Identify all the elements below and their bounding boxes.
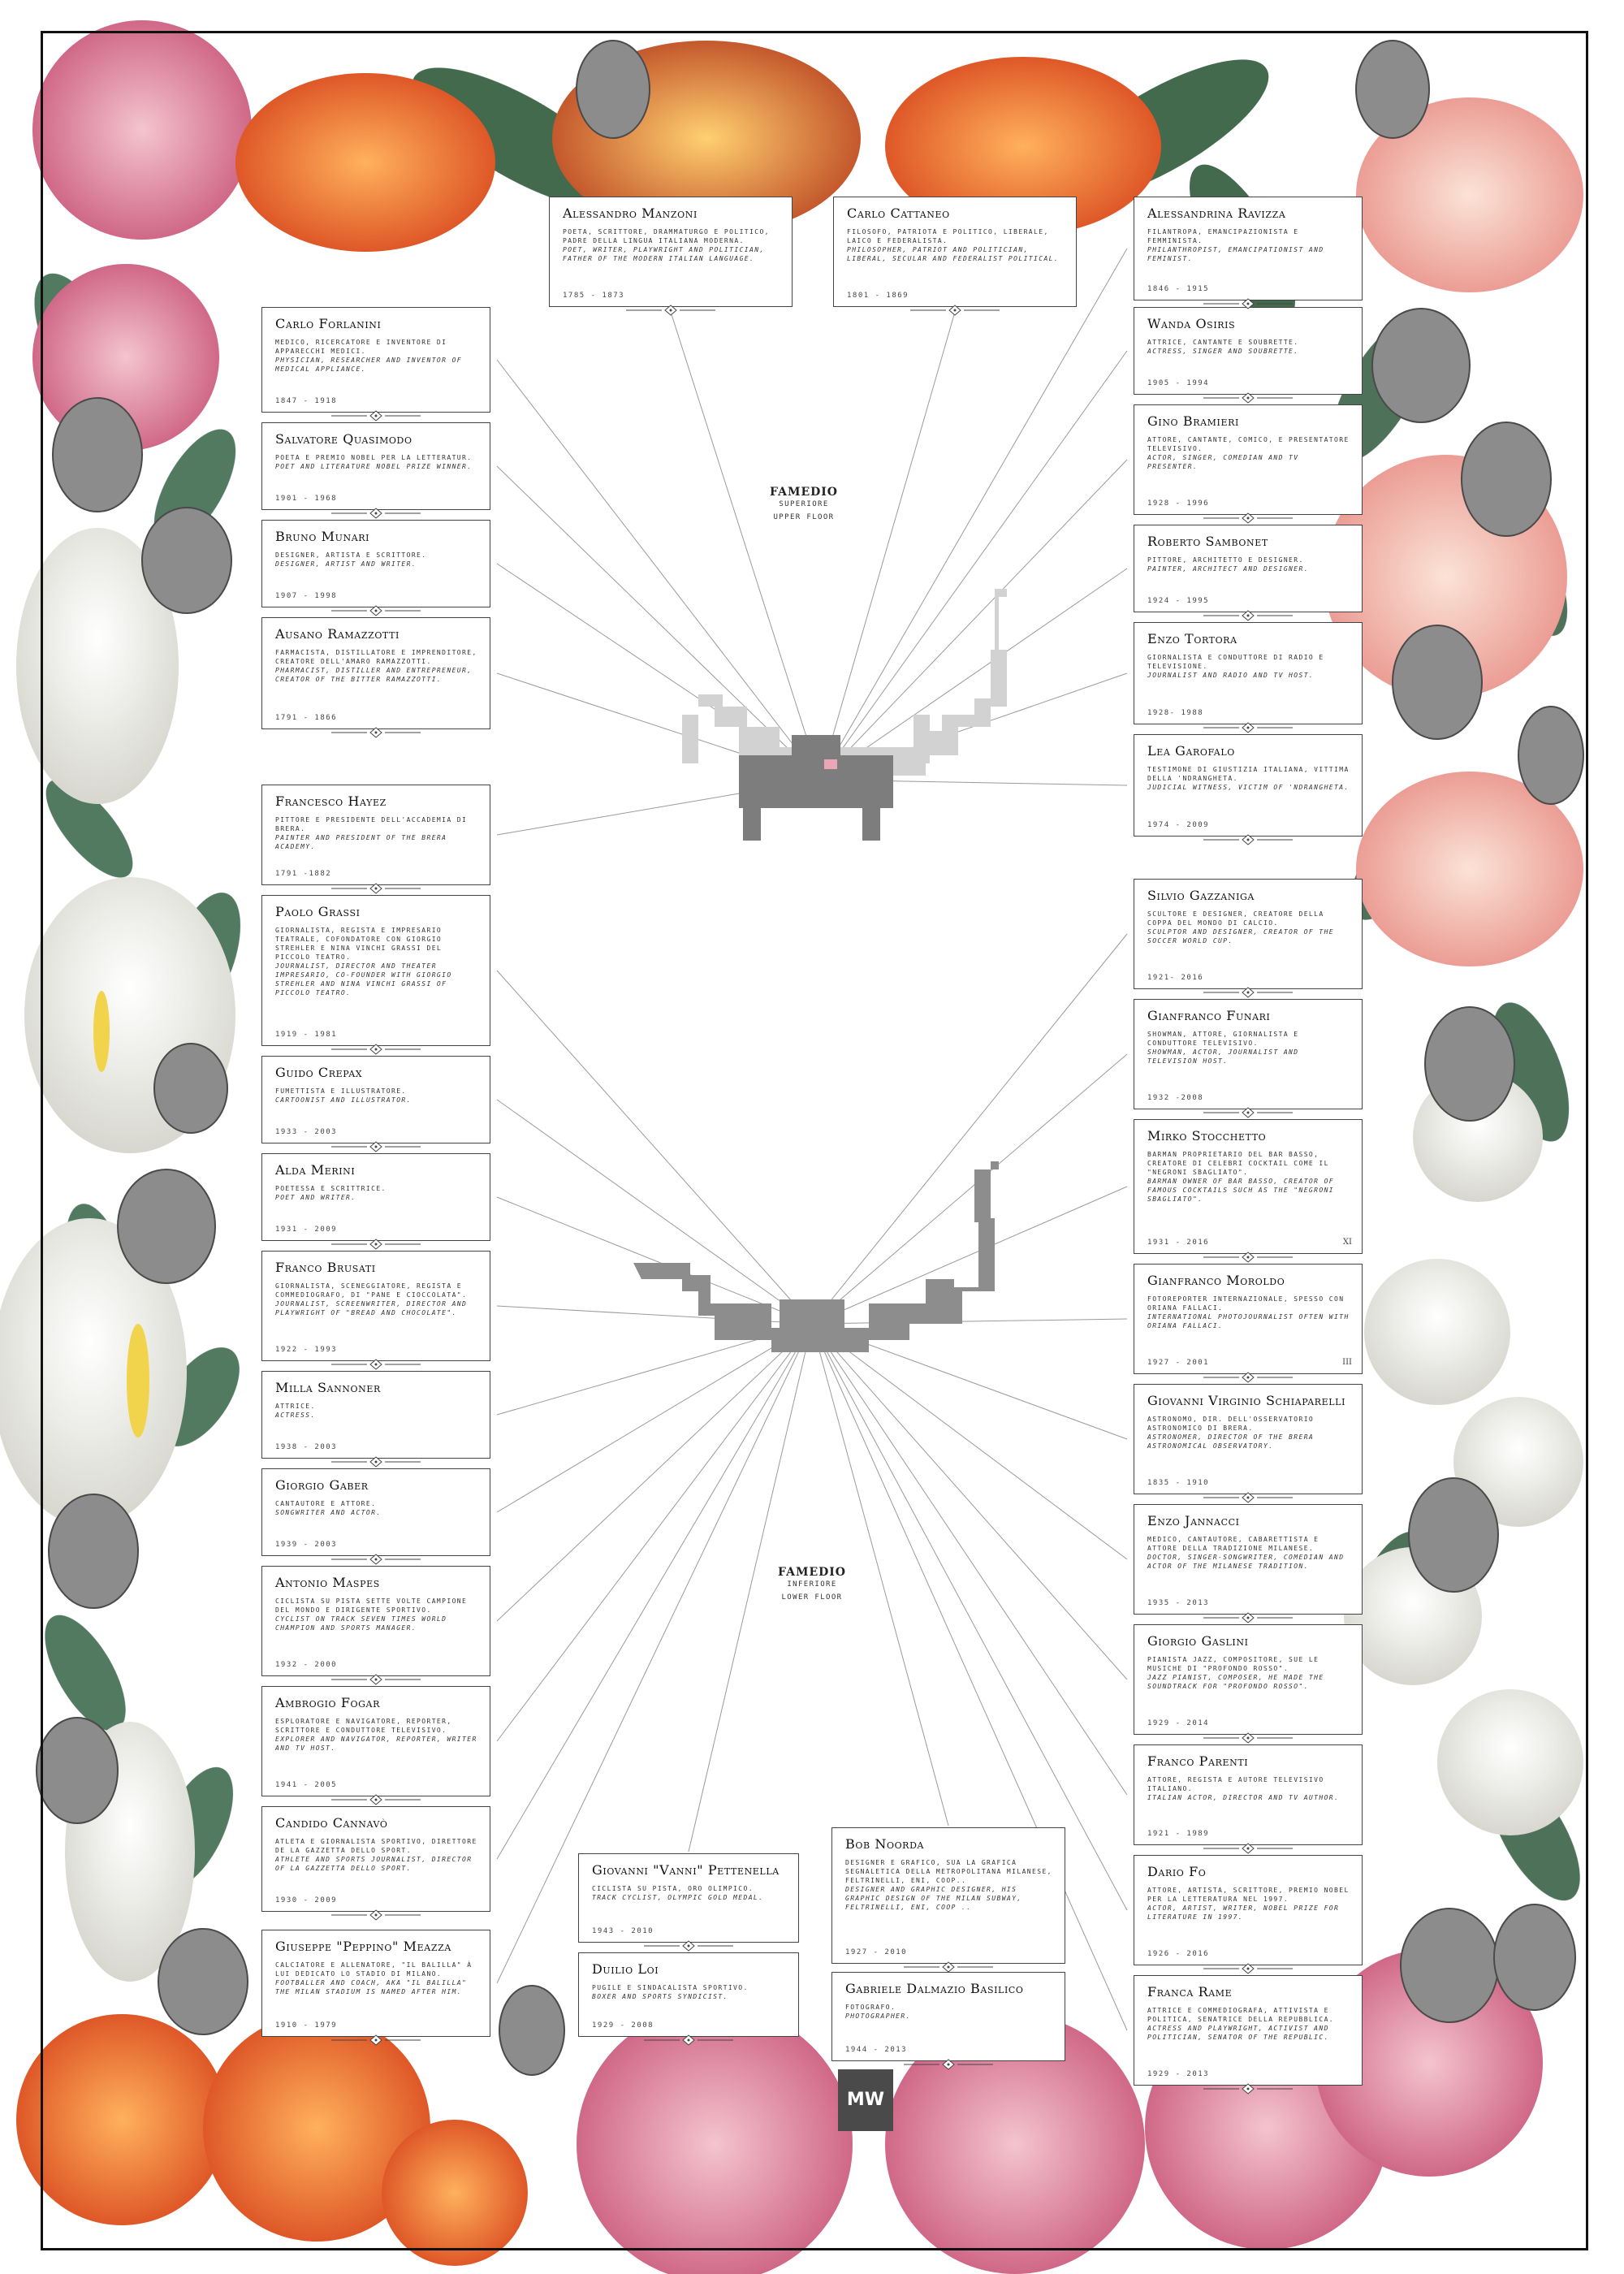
life-dates: 1935 - 2013	[1147, 1599, 1210, 1607]
person-card-garofalo	[1134, 734, 1363, 837]
connector-fogar	[497, 1324, 812, 1741]
person-card-meazza	[261, 1930, 490, 2037]
life-dates: 1931 - 2009	[275, 1226, 338, 1234]
person-name: Alessandro Manzoni	[563, 205, 698, 221]
person-card-jannacci	[1134, 1504, 1363, 1615]
card-ornament	[331, 605, 421, 616]
life-dates: 1931 - 2016	[1147, 1239, 1210, 1247]
description-italian: GIORNALISTA, REGISTA E IMPRESARIO TEATRALE, COFONDATORE CON GIORGIO STREHLER E NINA VINCHI GRASSI DEL PICCOLO TEATRO.	[275, 927, 443, 961]
life-dates: 1835 - 1910	[1147, 1479, 1210, 1487]
description-english: SCULPTOR AND DESIGNER, CREATOR OF THE SOCCER WORLD CUP.	[1147, 928, 1335, 945]
description-english: PHARMACIST, DISTILLER AND ENTREPRENEUR, CREATOR OF THE BITTER RAMAZZOTTI.	[275, 667, 473, 683]
life-dates: 1921 - 1989	[1147, 1830, 1210, 1838]
life-dates: 1933 - 2003	[275, 1128, 338, 1136]
description-english: JOURNALIST, DIRECTOR AND THEATER IMPRESARIO, CO-FOUNDER WITH GIORGIO STREHLER AND NINA VINCHI GRASSI OF PICCOLO TEATRO.	[275, 962, 452, 996]
description-english: JOURNALIST, SCREENWRITER, DIRECTOR AND PLAYWRIGHT OF "BREAD AND CHOCOLATE".	[275, 1300, 468, 1316]
card-note: III	[1342, 1358, 1352, 1367]
life-dates: 1921- 2016	[1147, 974, 1204, 982]
upper-floor-title: FAMEDIO	[769, 486, 839, 499]
card-ornament	[626, 305, 715, 316]
description-italian: CICLISTA SU PISTA, ORO OLIMPICO.	[592, 1885, 754, 1892]
description-italian: POETA E PREMIO NOBEL PER LA LETTERATUR.	[275, 454, 473, 461]
card-ornament	[910, 305, 1000, 316]
person-card-crepax	[261, 1056, 490, 1143]
description-italian: FOTOGRAFO.	[845, 2004, 896, 2011]
description-english: ACTRESS, SINGER AND SOUBRETTE.	[1147, 348, 1299, 355]
description-italian: CANTAUTORE E ATTORE.	[275, 1500, 377, 1507]
life-dates: 1907 - 1998	[275, 592, 338, 600]
card-ornament	[904, 1961, 993, 1973]
upper-floor-it: SUPERIORE	[779, 500, 829, 508]
life-dates: 1932 -2008	[1147, 1094, 1204, 1102]
description-english: DOCTOR, SINGER-SONGWRITER, COMEDIAN AND ACTOR OF THE MILANESE TRADITION.	[1147, 1554, 1345, 1570]
person-card-fogar	[261, 1686, 490, 1796]
description-english: ACTRESS.	[275, 1412, 316, 1419]
life-dates: 1943 - 2010	[592, 1927, 654, 1935]
person-name: Candido Cannavò	[275, 1815, 388, 1831]
card-ornament	[331, 1909, 421, 1921]
card-ornament	[331, 1794, 421, 1805]
description-italian: SHOWMAN, ATTORE, GIORNALISTA E CONDUTTORE TELEVISIVO.	[1147, 1031, 1299, 1047]
person-card-funari	[1134, 999, 1363, 1109]
connector-moroldo	[812, 1319, 1127, 1324]
person-card-loi	[578, 1952, 799, 2037]
connector-forlanini	[497, 360, 820, 780]
person-name: Gino Bramieri	[1147, 413, 1239, 429]
upper-floor-label	[739, 486, 869, 521]
description-italian: ATTRICE.	[275, 1403, 316, 1410]
person-card-manzoni	[549, 197, 793, 307]
description-italian: DESIGNER, ARTISTA E SCRITTORE.	[275, 551, 427, 559]
description-italian: ATTRICE E COMMEDIOGRAFA, ATTIVISTA E POLITICA, SENATRICE DELLA REPUBBLICA.	[1147, 2007, 1335, 2023]
life-dates: 1905 - 1994	[1147, 379, 1210, 387]
description-english: ACTOR, SINGER, COMEDIAN AND TV PRESENTER.	[1147, 454, 1299, 470]
person-name: Franca Rame	[1147, 1984, 1233, 1999]
description-english: PHOTOGRAPHER.	[845, 2012, 911, 2020]
person-name: Franco Brusati	[275, 1260, 376, 1275]
description-italian: ATTORE, REGISTA E AUTORE TELEVISIVO ITALIANO.	[1147, 1776, 1324, 1792]
person-name: Gabriele Dalmazio Basilico	[845, 1981, 1024, 1996]
person-name: Gianfranco Moroldo	[1147, 1273, 1285, 1288]
description-english: ASTRONOMER, DIRECTOR OF THE BRERA ASTRONOMICAL OBSERVATORY.	[1147, 1433, 1315, 1450]
person-card-forlanini	[261, 307, 490, 413]
person-name: Bruno Munari	[275, 529, 370, 544]
mw-logo	[838, 2069, 893, 2131]
person-name: Enzo Tortora	[1147, 631, 1237, 646]
person-card-gaber	[261, 1468, 490, 1556]
person-card-grassi	[261, 895, 490, 1046]
person-name: Gianfranco Funari	[1147, 1008, 1271, 1023]
person-card-gazzaniga	[1134, 879, 1363, 989]
description-italian: FILOSOFO, PATRIOTA E POLITICO, LIBERALE, LAICO E FEDERALISTA.	[847, 228, 1049, 244]
description-english: PHILOSOPHER, PATRIOT AND POLITICIAN, LIBERAL, SECULAR AND FEDERALIST POLITICAL.	[847, 246, 1060, 262]
description-english: JUDICIAL WITNESS, VICTIM OF 'NDRANGHETA.	[1147, 784, 1350, 791]
card-ornament	[331, 1554, 421, 1565]
connector-funari	[812, 1054, 1127, 1324]
person-name: Roberto Sambonet	[1147, 534, 1268, 549]
card-ornament	[1203, 1492, 1293, 1503]
lower-floor-label	[747, 1566, 877, 1602]
life-dates: 1941 - 2005	[275, 1781, 338, 1789]
description-english: PAINTER AND PRESIDENT OF THE BRERA ACADEMY.	[275, 834, 447, 850]
description-english: PHYSICIAN, RESEARCHER AND INVENTOR OF MEDICAL APPLIANCE.	[275, 357, 463, 373]
description-english: JOURNALIST AND RADIO AND TV HOST.	[1147, 672, 1315, 679]
person-name: Alda Merini	[275, 1162, 356, 1178]
person-name: Francesco Hayez	[275, 793, 387, 809]
person-card-maspes	[261, 1566, 490, 1676]
person-card-basilico	[831, 1972, 1065, 2061]
card-ornament	[1203, 610, 1293, 621]
card-ornament	[331, 1674, 421, 1685]
person-name: Duilio Loi	[592, 1961, 659, 1977]
card-ornament	[331, 1359, 421, 1370]
person-card-munari	[261, 520, 490, 607]
person-card-parenti	[1134, 1744, 1363, 1845]
description-english: ATHLETE AND SPORTS JOURNALIST, DIRECTOR OF LA GAZZETTA DELLO SPORT.	[275, 1856, 473, 1872]
description-italian: ATLETA E GIORNALISTA SPORTIVO, DIRETTORE DE LA GAZZETTA DELLO SPORT.	[275, 1838, 477, 1854]
description-english: DESIGNER, ARTIST AND WRITER.	[275, 560, 417, 568]
person-name: Silvio Gazzaniga	[1147, 888, 1255, 903]
connector-gazzaniga	[812, 934, 1127, 1324]
card-ornament	[1203, 512, 1293, 524]
description-italian: PITTORE E PRESIDENTE DELL'ACCADEMIA DI BRERA.	[275, 816, 468, 832]
description-english: POET, WRITER, PLAYWRIGHT AND POLITICIAN, FATHER OF THE MODERN ITALIAN LANGUAGE.	[563, 246, 765, 262]
description-italian: POETA, SCRITTORE, DRAMMATURGO E POLITICO, PADRE DELLA LINGUA ITALIANA MODERNA.	[563, 228, 770, 244]
description-english: PHILANTHROPIST, EMANCIPATIONIST AND FEMINIST.	[1147, 246, 1324, 262]
description-english: SONGWRITER AND ACTOR.	[275, 1509, 382, 1516]
description-italian: FOTOREPORTER INTERNAZIONALE, SPESSO CON ORIANA FALLACI.	[1147, 1295, 1345, 1312]
card-ornament	[331, 1239, 421, 1250]
description-italian: ATTORE, CANTANTE, COMICO, E PRESENTATORE TELEVISIVO.	[1147, 436, 1350, 452]
floor-plan-lower	[633, 1161, 999, 1352]
life-dates: 1910 - 1979	[275, 2021, 338, 2030]
life-dates: 1928- 1988	[1147, 709, 1204, 717]
person-card-gaslini	[1134, 1624, 1363, 1735]
person-card-cattaneo	[833, 197, 1077, 307]
person-name: Ambrogio Fogar	[275, 1695, 380, 1710]
person-name: Giuseppe "Peppino" Meazza	[275, 1939, 451, 1954]
description-italian: MEDICO, RICERCATORE E INVENTORE DI APPARECCHI MEDICI.	[275, 339, 447, 355]
description-english: ACTOR, ARTIST, WRITER, NOBEL PRIZE FOR LITERATURE IN 1997.	[1147, 1904, 1340, 1921]
description-english: DESIGNER AND GRAPHIC DESIGNER, HIS GRAPHIC DESIGN OF THE MILAN SUBWAY, FELTRINELLI, ENI, COOP ..	[845, 1886, 1022, 1911]
description-italian: ATTRICE, CANTANTE E SOUBRETTE.	[1147, 339, 1299, 346]
card-ornament	[1203, 1107, 1293, 1118]
person-card-ravizza	[1134, 197, 1363, 300]
connector-parenti	[812, 1324, 1127, 1795]
card-ornament	[1203, 1612, 1293, 1623]
description-italian: FILANTROPA, EMANCIPAZIONISTA E FEMMINISTA.	[1147, 228, 1299, 244]
life-dates: 1974 - 2009	[1147, 821, 1210, 829]
card-ornament	[1203, 2083, 1293, 2095]
card-ornament	[1203, 1732, 1293, 1744]
person-card-ramazzotti	[261, 617, 490, 729]
description-english: BOXER AND SPORTS SYNDICIST.	[592, 1993, 728, 2000]
description-english: CYCLIST ON TRACK SEVEN TIMES WORLD CHAMPION AND SPORTS MANAGER.	[275, 1615, 447, 1632]
person-card-sambonet	[1134, 525, 1363, 612]
description-italian: DESIGNER E GRAFICO, SUA LA GRAFICA SEGNALETICA DELLA METROPOLITANA MILANESE, FELTRINELLI, ENI, COOP..	[845, 1859, 1052, 1884]
lower-floor-it: INFERIORE	[787, 1580, 837, 1589]
description-italian: PITTORE, ARCHITETTO E DESIGNER.	[1147, 556, 1304, 564]
life-dates: 1791 - 1866	[275, 714, 338, 722]
card-ornament	[1203, 1843, 1293, 1854]
description-italian: FUMETTISTA E ILLUSTRATORE.	[275, 1087, 407, 1095]
description-english: SHOWMAN, ACTOR, JOURNALIST AND TELEVISION HOST.	[1147, 1048, 1299, 1065]
person-card-pettenella	[578, 1853, 799, 1943]
person-name: Paolo Grassi	[275, 904, 361, 919]
person-card-osiris	[1134, 307, 1363, 395]
life-dates: 1927 - 2001	[1147, 1359, 1210, 1367]
description-english: ITALIAN ACTOR, DIRECTOR AND TV AUTHOR.	[1147, 1794, 1340, 1801]
description-italian: GIORNALISTA E CONDUTTORE DI RADIO E TELEVISIONE.	[1147, 654, 1324, 670]
card-ornament	[331, 2034, 421, 2046]
description-italian: BARMAN PROPRIETARIO DEL BAR BASSO, CREATORE DI CELEBRI COCKTAIL COME IL "NEGRONI SBAGLIATO".	[1147, 1151, 1329, 1176]
person-name: Ausano Ramazzotti	[275, 626, 400, 642]
person-card-sannoner	[261, 1371, 490, 1459]
description-italian: ESPLORATORE E NAVIGATORE, REPORTER, SCRITTORE E CONDUTTORE TELEVISIVO.	[275, 1718, 452, 1734]
person-name: Carlo Forlanini	[275, 316, 382, 331]
connector-gaber	[497, 1324, 812, 1512]
person-card-fo	[1134, 1855, 1363, 1965]
description-english: FOOTBALLER AND COACH, AKA "IL BALILLA" THE MILAN STADIUM IS NAMED AFTER HIM.	[275, 1979, 468, 1995]
life-dates: 1801 - 1869	[847, 292, 909, 300]
person-card-rame	[1134, 1975, 1363, 2086]
description-english: EXPLORER AND NAVIGATOR, REPORTER, WRITER AND TV HOST.	[275, 1736, 477, 1752]
person-name: Salvatore Quasimodo	[275, 431, 412, 447]
card-ornament	[904, 2059, 993, 2070]
life-dates: 1785 - 1873	[563, 292, 625, 300]
life-dates: 1932 - 2000	[275, 1661, 338, 1669]
life-dates: 1927 - 2010	[845, 1948, 908, 1956]
person-name: Wanda Osiris	[1147, 316, 1236, 331]
person-name: Franco Parenti	[1147, 1753, 1249, 1769]
card-ornament	[1203, 1252, 1293, 1263]
life-dates: 1791 -1882	[275, 870, 332, 878]
person-card-bramieri	[1134, 404, 1363, 515]
person-name: Giorgio Gaslini	[1147, 1633, 1249, 1649]
description-english: POET AND WRITER.	[275, 1194, 356, 1201]
person-name: Alessandrina Ravizza	[1147, 205, 1286, 221]
life-dates: 1929 - 2008	[592, 2021, 654, 2030]
description-italian: MEDICO, CANTAUTORE, CABARETTISTA E ATTORE DELLA TRADIZIONE MILANESE.	[1147, 1536, 1320, 1552]
card-note: XI	[1342, 1238, 1352, 1247]
description-english: BARMAN OWNER OF BAR BASSO, CREATOR OF FAMOUS COCKTAILS SUCH AS THE "NEGRONI SBAGLIATO".	[1147, 1178, 1335, 1203]
lower-floor-en: LOWER FLOOR	[781, 1593, 843, 1602]
person-name: Milla Sannoner	[275, 1380, 381, 1395]
card-ornament	[331, 410, 421, 422]
description-italian: SCULTORE E DESIGNER, CREATORE DELLA COPPA DEL MONDO DI CALCIO.	[1147, 910, 1324, 927]
person-card-brusati	[261, 1251, 490, 1361]
description-italian: PUGILE E SINDACALISTA SPORTIVO.	[592, 1984, 749, 1991]
person-name: Lea Garofalo	[1147, 743, 1235, 759]
description-italian: CICLISTA SU PISTA SETTE VOLTE CAMPIONE DEL MONDO E DIRIGENTE SPORTIVO.	[275, 1597, 468, 1614]
lower-floor-title: FAMEDIO	[777, 1566, 847, 1579]
person-name: Carlo Cattaneo	[847, 205, 950, 221]
person-card-schiaparelli	[1134, 1384, 1363, 1494]
card-ornament	[1203, 722, 1293, 733]
person-name: Enzo Jannacci	[1147, 1513, 1240, 1528]
life-dates: 1928 - 1996	[1147, 499, 1210, 508]
card-ornament	[331, 1141, 421, 1152]
connector-jannacci	[812, 1324, 1127, 1559]
card-ornament	[331, 1456, 421, 1468]
description-italian: ATTORE, ARTISTA, SCRITTORE, PREMIO NOBEL PER LA LETTERATURA NEL 1997.	[1147, 1887, 1350, 1903]
life-dates: 1924 - 1995	[1147, 597, 1210, 605]
life-dates: 1919 - 1981	[275, 1031, 338, 1039]
card-ornament	[644, 1940, 733, 1952]
person-card-merini	[261, 1153, 490, 1241]
person-name: Guido Crepax	[275, 1065, 363, 1080]
person-name: Giorgio Gaber	[275, 1477, 369, 1493]
description-italian: POETESSA E SCRITTRICE.	[275, 1185, 387, 1192]
life-dates: 1929 - 2014	[1147, 1719, 1210, 1727]
person-card-tortora	[1134, 622, 1363, 724]
life-dates: 1939 - 2003	[275, 1541, 338, 1549]
life-dates: 1847 - 1918	[275, 397, 338, 405]
life-dates: 1944 - 2013	[845, 2046, 908, 2054]
person-name: Antonio Maspes	[275, 1575, 380, 1590]
person-name: Bob Noorda	[845, 1836, 925, 1852]
description-italian: PIANISTA JAZZ, COMPOSITORE, SUE LE MUSICHE DI "PROFONDO ROSSO".	[1147, 1656, 1320, 1672]
card-ornament	[1203, 987, 1293, 998]
description-english: JAZZ PIANIST, COMPOSER, HE MADE THE SOUNDTRACK FOR "PROFONDO ROSSO".	[1147, 1674, 1324, 1690]
life-dates: 1922 - 1993	[275, 1346, 338, 1354]
description-italian: GIORNALISTA, SCENEGGIATORE, REGISTA E COMMEDIOGRAFO, DI "PANE E CIOCCOLATA".	[275, 1282, 468, 1299]
life-dates: 1938 - 2003	[275, 1443, 338, 1451]
connector-stocchetto	[812, 1187, 1127, 1324]
person-name: Giovanni Virginio Schiaparelli	[1147, 1393, 1346, 1408]
card-ornament	[1203, 298, 1293, 309]
life-dates: 1901 - 1968	[275, 495, 338, 503]
person-name: Dario Fo	[1147, 1864, 1207, 1879]
floor-plan-upper	[641, 589, 1007, 841]
person-name: Mirko Stocchetto	[1147, 1128, 1267, 1143]
description-english: ACTRESS AND PLAYWRIGHT, ACTIVIST AND POLITICIAN, SENATOR OF THE REPUBLIC.	[1147, 2025, 1329, 2041]
upper-floor-en: UPPER FLOOR	[773, 513, 835, 521]
description-italian: FARMACISTA, DISTILLATORE E IMPRENDITORE, CREATORE DELL'AMARO RAMAZZOTTI.	[275, 649, 477, 665]
description-italian: CALCIATORE E ALLENATORE, "IL BALILLA" À LUI DEDICATO LO STADIO DI MILANO.	[275, 1961, 473, 1978]
person-card-stocchetto	[1134, 1119, 1363, 1254]
card-ornament	[331, 508, 421, 519]
card-ornament	[1203, 834, 1293, 845]
person-card-moroldo	[1134, 1264, 1363, 1374]
person-name: Giovanni "Vanni" Pettenella	[592, 1862, 780, 1878]
card-ornament	[1203, 1963, 1293, 1974]
life-dates: 1846 - 1915	[1147, 285, 1210, 293]
person-card-hayez	[261, 785, 490, 885]
person-card-cannavo	[261, 1806, 490, 1912]
life-dates: 1930 - 2009	[275, 1896, 338, 1904]
connector-crepax	[497, 1100, 812, 1324]
person-card-quasimodo	[261, 422, 490, 510]
person-card-noorda	[831, 1827, 1065, 1964]
card-ornament	[331, 1044, 421, 1055]
description-english: POET AND LITERATURE NOBEL PRIZE WINNER.	[275, 463, 473, 470]
life-dates: 1929 - 2013	[1147, 2070, 1210, 2078]
description-english: PAINTER, ARCHITECT AND DESIGNER.	[1147, 565, 1309, 573]
card-ornament	[644, 2034, 733, 2046]
description-english: INTERNATIONAL PHOTOJOURNALIST OFTEN WITH ORIANA FALLACI.	[1147, 1313, 1350, 1329]
card-ornament	[1203, 392, 1293, 404]
description-italian: ASTRONOMO, DIR. DELL'OSSERVATORIO ASTRONOMICO DI BRERA.	[1147, 1416, 1315, 1432]
card-ornament	[331, 883, 421, 894]
description-english: TRACK CYCLIST, OLYMPIC GOLD MEDAL.	[592, 1894, 764, 1901]
logo-text: MW	[846, 2090, 885, 2110]
card-ornament	[331, 727, 421, 738]
connector-fo	[812, 1324, 1127, 1910]
life-dates: 1926 - 2016	[1147, 1950, 1210, 1958]
description-italian: TESTIMONE DI GIUSTIZIA ITALIANA, VITTIMA DELLA 'NDRANGHETA.	[1147, 766, 1350, 782]
connector-gaslini	[812, 1324, 1127, 1680]
description-english: CARTOONIST AND ILLUSTRATOR.	[275, 1096, 412, 1104]
card-ornament	[1203, 1372, 1293, 1383]
